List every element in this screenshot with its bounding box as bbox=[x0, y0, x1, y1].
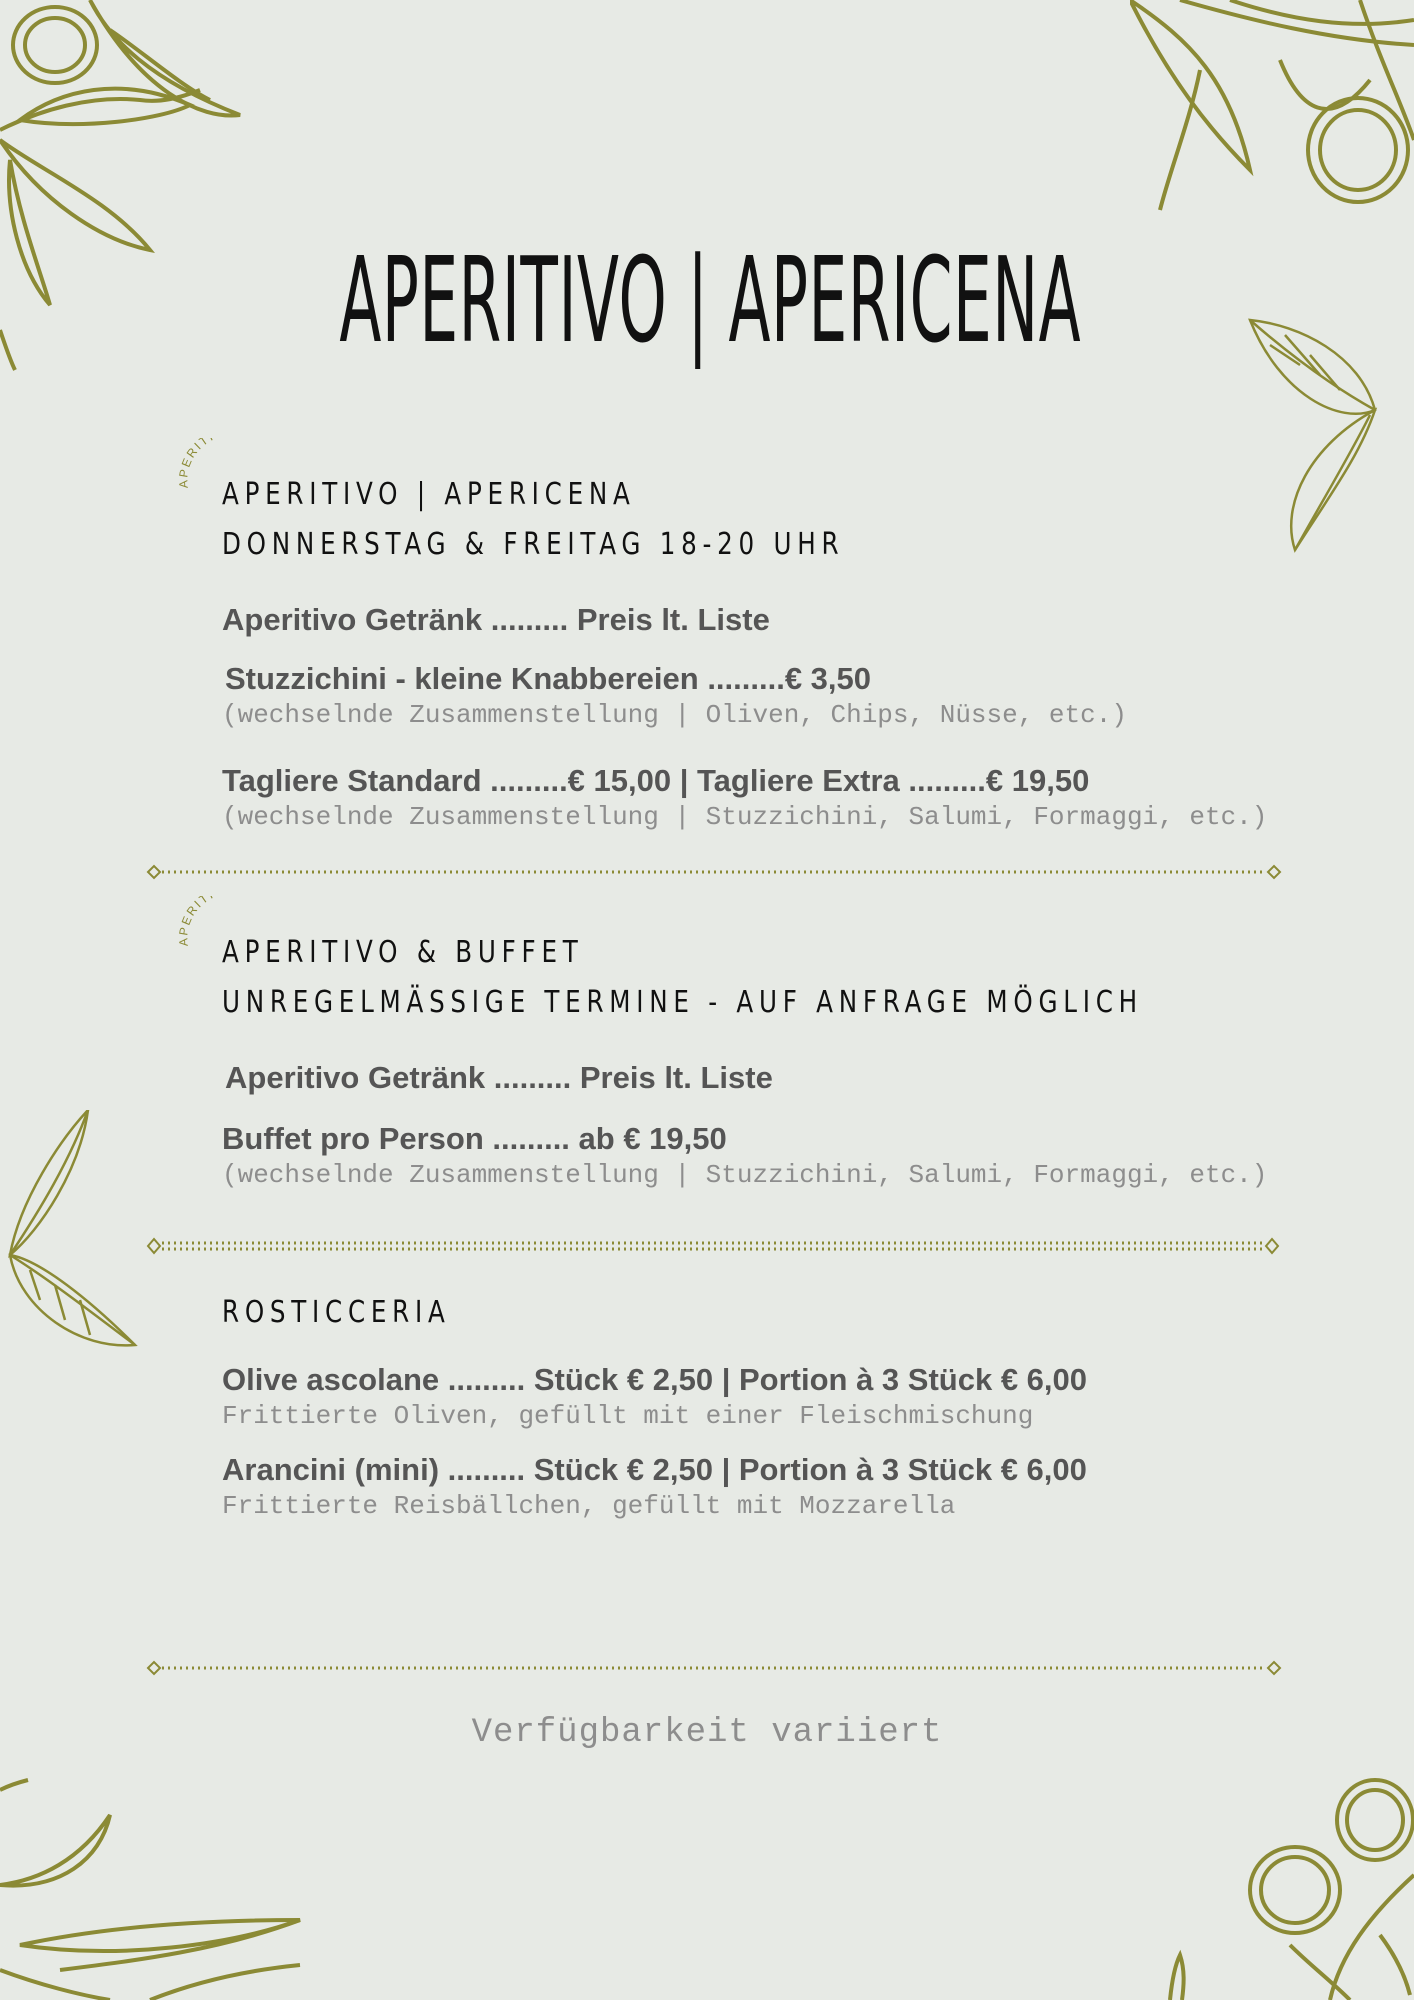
menu-item-text: Aperitivo Getränk ......... Preis lt. Liste bbox=[225, 1060, 773, 1095]
section-heading-line1: APERITIVO | APERICENA bbox=[222, 477, 636, 512]
section-heading-line1: APERITIVO & BUFFET bbox=[222, 935, 584, 970]
menu-item-text: Aperitivo Getränk ......... Preis lt. Liste bbox=[222, 602, 770, 637]
section-aperitivo-apericena bbox=[222, 470, 1372, 570]
menu-item-description: Frittierte Reisbällchen, gefüllt mit Mozzarella bbox=[222, 1491, 956, 1521]
menu-item-description: (wechselnde Zusammenstellung | Stuzzichini, Salumi, Formaggi, etc.) bbox=[222, 802, 1268, 832]
menu-item bbox=[222, 659, 1375, 731]
olive-branch-bottom-left-icon bbox=[0, 1770, 310, 2000]
arc-label-text: ERIT bbox=[178, 438, 213, 470]
section-divider bbox=[146, 1660, 1282, 1676]
menu-item-text: Tagliere Standard .........€ 15,00 | Tagliere Extra .........€ 19,50 bbox=[222, 763, 1090, 798]
menu-item bbox=[222, 600, 1372, 640]
basil-leaf-left-icon bbox=[0, 1110, 140, 1350]
menu-item bbox=[222, 1360, 1372, 1432]
section-divider bbox=[146, 864, 1282, 880]
olive-branch-top-left-icon bbox=[0, 0, 260, 380]
menu-item bbox=[225, 1058, 1375, 1098]
menu-item bbox=[222, 1119, 1372, 1191]
menu-item-text: Olive ascolane ......... Stück € 2,50 | Portion à 3 Stück € 6,00 bbox=[222, 1362, 1088, 1397]
arc-label-text: ERIT bbox=[178, 896, 213, 928]
section-aperitivo-buffet bbox=[222, 928, 1372, 1028]
menu-item-description: Frittierte Oliven, gefüllt mit einer Fleischmischung bbox=[222, 1401, 1034, 1431]
section-heading-line1: ROSTICCERIA bbox=[222, 1295, 451, 1330]
section-heading-line2: UNREGELMÄSSIGE TERMINE - AUF ANFRAGE MÖGLICH bbox=[222, 985, 1143, 1020]
menu-item-text: Stuzzichini - kleine Knabbereien .........€ 3,50 bbox=[225, 661, 872, 696]
section-rosticceria bbox=[222, 1288, 1372, 1338]
olives-bottom-right-icon bbox=[1140, 1765, 1414, 2000]
availability-note: Verfügbarkeit variiert bbox=[471, 1714, 943, 1752]
menu-item-description: (wechselnde Zusammenstellung | Stuzzichini, Salumi, Formaggi, etc.) bbox=[222, 1160, 1268, 1190]
menu-item-text: Buffet pro Person ......... ab € 19,50 bbox=[222, 1121, 727, 1156]
section-divider bbox=[146, 1236, 1282, 1256]
menu-item-text: Arancini (mini) ......... Stück € 2,50 | Portion à 3 Stück € 6,00 bbox=[222, 1452, 1087, 1487]
menu-item-description: (wechselnde Zusammenstellung | Oliven, Chips, Nüsse, etc.) bbox=[222, 700, 1127, 730]
menu-item bbox=[222, 1450, 1372, 1522]
section-heading-line2: DONNERSTAG & FREITAG 18-20 UHR bbox=[222, 527, 845, 562]
page-title: APERITIVO | APERICENA bbox=[339, 231, 1082, 369]
menu-item bbox=[222, 761, 1372, 833]
olive-branch-top-right-icon bbox=[1130, 0, 1414, 230]
